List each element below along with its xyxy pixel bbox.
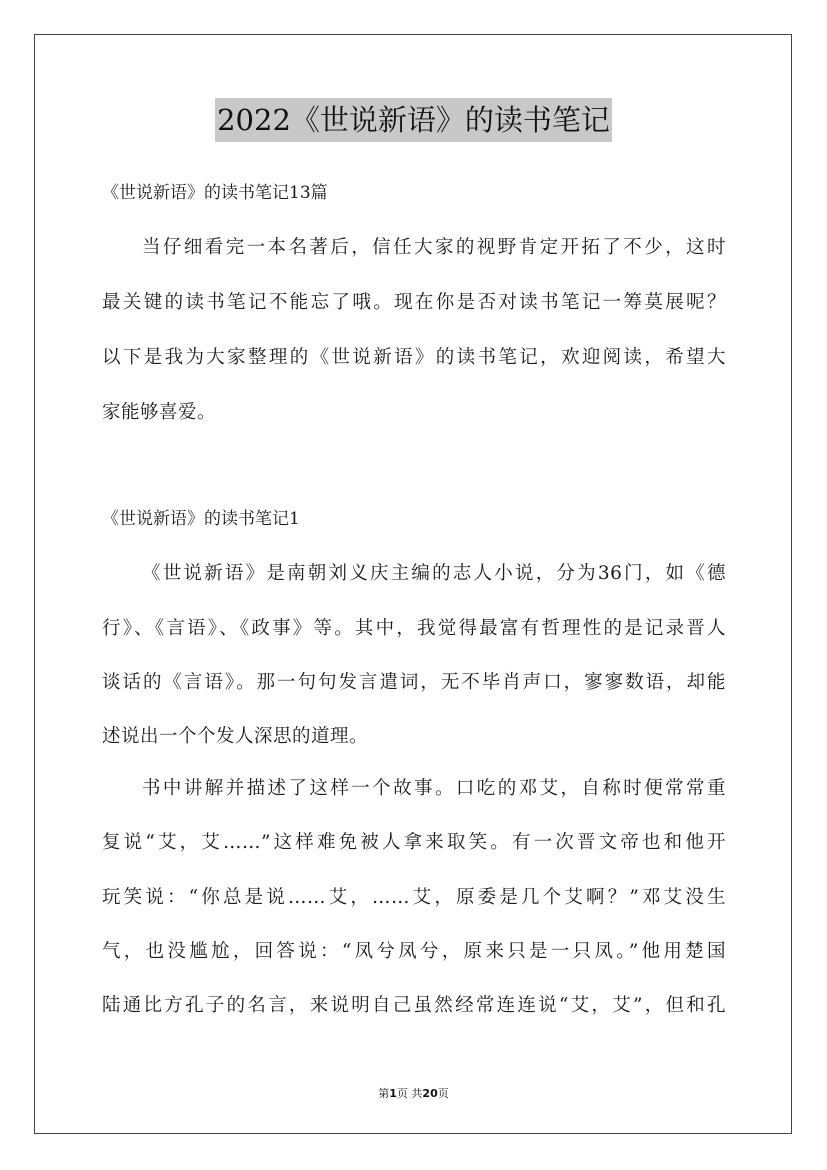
- paragraph-line: 复说“艾，艾……”这样难免被人拿来取笑。有一次晋文帝也和他开: [102, 832, 726, 853]
- paragraph-line: 述说出一个个发人深思的道理。: [102, 726, 369, 747]
- paragraph-line: 书中讲解并描述了这样一个故事。口吃的邓艾，自称时便常常重: [142, 778, 726, 799]
- document-title: [0, 98, 827, 142]
- subheading-note-1: 《世说新语》的读书笔记1: [102, 509, 300, 529]
- footer-current-page: 1: [389, 1087, 397, 1100]
- footer-mid: 页 共: [396, 1087, 423, 1100]
- paragraph-line: 玩笑说：“你总是说……艾，……艾，原委是几个艾啊？”邓艾没生: [102, 887, 726, 908]
- paragraph-line: 气，也没尴尬，回答说：“凤兮凤兮，原来只是一只凤。”他用楚国: [102, 941, 726, 962]
- footer-total-pages: 20: [422, 1087, 438, 1100]
- document-title-text: 2022《世说新语》的读书笔记: [215, 98, 612, 142]
- subheading-collection: 《世说新语》的读书笔记13篇: [102, 183, 328, 203]
- footer-suffix: 页: [437, 1087, 449, 1100]
- paragraph-line: 陆通比方孔子的名言，来说明自己虽然经常连连说“艾，艾”，但和孔: [102, 995, 726, 1016]
- paragraph-line: 《世说新语》是南朝刘义庆主编的志人小说，分为36门，如《德: [142, 563, 726, 584]
- footer-prefix: 第: [378, 1087, 390, 1100]
- intro-line: 最关键的读书笔记不能忘了哦。现在你是否对读书笔记一筹莫展呢？: [102, 292, 726, 313]
- paragraph-line: 行》、《言语》、《政事》等。其中，我觉得最富有哲理性的是记录晋人: [102, 618, 726, 639]
- intro-line: 当仔细看完一本名著后，信任大家的视野肯定开拓了不少，这时: [142, 237, 726, 258]
- intro-line: 以下是我为大家整理的《世说新语》的读书笔记，欢迎阅读，希望大: [102, 347, 726, 368]
- intro-line: 家能够喜爱。: [102, 402, 217, 423]
- paragraph-line: 谈话的《言语》。那一句句发言遣词，无不毕肖声口，寥寥数语，却能: [102, 672, 726, 693]
- page-footer: [0, 1085, 827, 1101]
